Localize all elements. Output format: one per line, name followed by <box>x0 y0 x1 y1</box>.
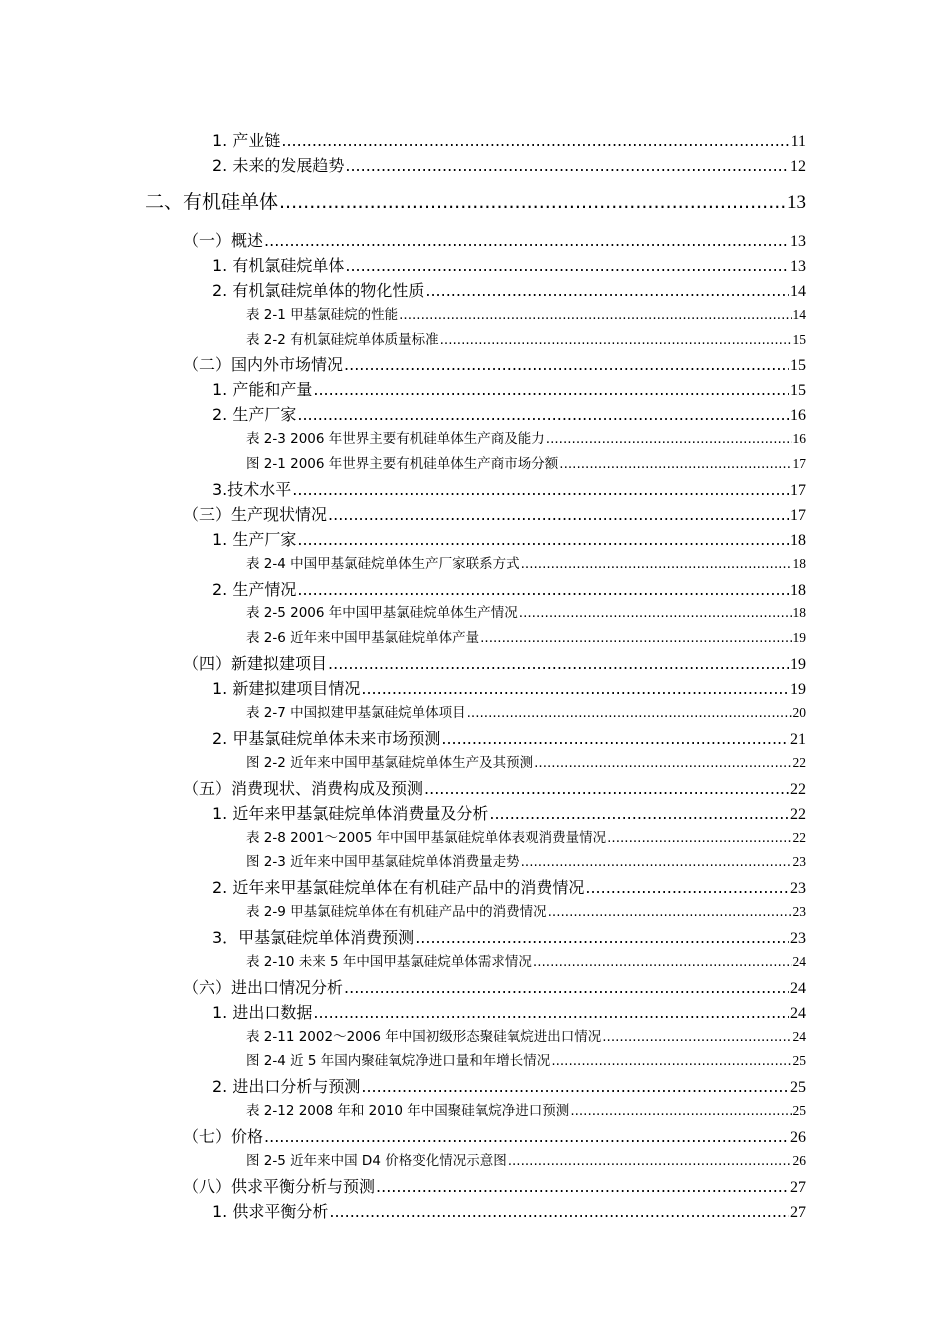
toc-entry-title: 二、有机硅单体 <box>145 191 279 213</box>
toc-entry[interactable] <box>183 1124 806 1146</box>
toc-entry-title: 表 2-8 2001～2005 年中国甲基氯硅烷单体表观消费量情况 <box>246 830 607 846</box>
toc-entry[interactable] <box>212 1074 806 1096</box>
toc-entry-page-number: 15 <box>790 357 806 374</box>
toc-entry-title: 图 2-4 近 5 年国内聚硅氧烷净进口量和年增长情况 <box>246 1053 551 1069</box>
toc-entry-title: 表 2-9 甲基氯硅烷单体在有机硅产品中的消费情况 <box>246 904 547 920</box>
toc-dot-leader <box>519 605 792 621</box>
toc-entry-page-number: 24 <box>790 980 806 997</box>
toc-entry-title: 2. 甲基氯硅烷单体未来市场预测 <box>212 729 441 748</box>
toc-entry-title: 1. 近年来甲基氯硅烷单体消费量及分析 <box>212 804 489 823</box>
toc-entry-page-number: 17 <box>792 456 806 471</box>
toc-entry[interactable] <box>212 153 806 175</box>
toc-entry[interactable] <box>212 875 806 897</box>
toc-entry[interactable] <box>212 1000 806 1022</box>
toc-dot-leader <box>376 1177 789 1196</box>
toc-entry-page-number: 17 <box>790 507 806 524</box>
toc-entry[interactable] <box>246 701 806 721</box>
toc-entry-page-number: 26 <box>790 1129 806 1146</box>
toc-dot-leader <box>328 505 789 524</box>
toc-entry-page-number: 18 <box>792 605 806 620</box>
toc-entry[interactable] <box>212 1199 806 1221</box>
toc-entry-title: 1. 供求平衡分析 <box>212 1202 329 1221</box>
toc-entry-page-number: 16 <box>790 407 806 424</box>
toc-dot-leader <box>548 904 792 920</box>
toc-entry-title: 3.技术水平 <box>212 480 292 499</box>
toc-entry-page-number: 19 <box>792 630 806 645</box>
toc-entry[interactable] <box>212 253 806 275</box>
toc-entry-title: （二）国内外市场情况 <box>183 355 344 374</box>
toc-dot-leader <box>480 630 791 646</box>
toc-dot-leader <box>551 1053 791 1069</box>
toc-entry-page-number: 14 <box>790 283 806 300</box>
toc-entry[interactable] <box>183 776 806 798</box>
toc-entry-title: 3．甲基氯硅烷单体消费预测 <box>212 928 415 947</box>
toc-dot-leader <box>508 1153 792 1169</box>
toc-dot-leader <box>361 1077 789 1096</box>
toc-dot-leader <box>328 654 789 673</box>
toc-dot-leader <box>424 779 789 798</box>
toc-entry[interactable] <box>145 187 806 213</box>
toc-dot-leader <box>415 928 789 947</box>
toc-entry-page-number: 26 <box>792 1153 806 1168</box>
toc-dot-leader <box>440 332 792 348</box>
toc-entry[interactable] <box>183 352 806 374</box>
toc-entry-title: 2. 有机氯硅烷单体的物化性质 <box>212 281 425 300</box>
toc-entry-page-number: 25 <box>790 1079 806 1096</box>
toc-entry-page-number: 18 <box>790 582 806 599</box>
toc-entry[interactable] <box>246 601 806 621</box>
toc-entry-page-number: 14 <box>792 307 806 322</box>
toc-entry-title: 图 2-3 近年来中国甲基氯硅烷单体消费量走势 <box>246 854 520 870</box>
toc-entry-page-number: 25 <box>792 1053 806 1068</box>
toc-dot-leader <box>279 191 786 213</box>
toc-entry[interactable] <box>183 651 806 673</box>
toc-entry-title: 1. 新建拟建项目情况 <box>212 679 361 698</box>
toc-dot-leader <box>607 830 791 846</box>
toc-entry[interactable] <box>246 950 806 970</box>
toc-entry-page-number: 11 <box>790 133 806 150</box>
toc-entry[interactable] <box>183 975 806 997</box>
toc-entry-title: 图 2-5 近年来中国 D4 价格变化情况示意图 <box>246 1153 507 1169</box>
toc-entry[interactable] <box>212 801 806 823</box>
toc-entry-title: 表 2-5 2006 年中国甲基氯硅烷单体生产情况 <box>246 605 518 621</box>
toc-entry[interactable] <box>212 577 806 599</box>
toc-dot-leader <box>489 804 789 823</box>
toc-entry[interactable] <box>246 328 806 348</box>
toc-entry-title: 2. 生产情况 <box>212 580 297 599</box>
toc-entry[interactable] <box>212 527 806 549</box>
toc-entry-title: 1. 进出口数据 <box>212 1003 313 1022</box>
toc-entry[interactable] <box>183 502 806 524</box>
toc-entry-title: 表 2-1 甲基氯硅烷的性能 <box>246 307 399 323</box>
toc-entry-title: （七）价格 <box>183 1127 264 1146</box>
toc-entry-title: 1. 生产厂家 <box>212 530 297 549</box>
toc-dot-leader <box>345 256 789 275</box>
toc-dot-leader <box>467 705 792 721</box>
toc-entry[interactable] <box>246 1049 806 1069</box>
toc-entry-title: 表 2-11 2002～2006 年中国初级形态聚硅氧烷进出口情况 <box>246 1029 602 1045</box>
toc-dot-leader <box>546 431 792 447</box>
toc-entry[interactable] <box>212 278 806 300</box>
toc-entry-page-number: 18 <box>792 556 806 571</box>
toc-entry[interactable] <box>246 900 806 920</box>
toc-entry-page-number: 27 <box>790 1204 806 1221</box>
toc-entry-page-number: 24 <box>792 954 806 969</box>
toc-entry[interactable] <box>246 303 806 323</box>
toc-entry-title: （八）供求平衡分析与预测 <box>183 1177 376 1196</box>
toc-entry-title: （三）生产现状情况 <box>183 505 328 524</box>
toc-dot-leader <box>344 355 789 374</box>
toc-entry-title: （五）消费现状、消费构成及预测 <box>183 779 424 798</box>
toc-entry-page-number: 22 <box>790 806 806 823</box>
toc-dot-leader <box>313 1003 789 1022</box>
toc-entry-page-number: 19 <box>790 681 806 698</box>
toc-entry-page-number: 23 <box>790 930 806 947</box>
toc-dot-leader <box>313 380 789 399</box>
toc-dot-leader <box>585 878 789 897</box>
toc-entry[interactable] <box>246 452 806 472</box>
toc-entry-page-number: 23 <box>792 854 806 869</box>
toc-dot-leader <box>570 1103 791 1119</box>
toc-entry-title: 图 2-2 近年来中国甲基氯硅烷单体生产及其预测 <box>246 755 534 771</box>
toc-dot-leader <box>441 729 789 748</box>
toc-dot-leader <box>329 1202 789 1221</box>
toc-entry-page-number: 19 <box>790 656 806 673</box>
toc-dot-leader <box>297 580 789 599</box>
toc-dot-leader <box>534 755 791 771</box>
toc-entry-title: 1. 有机氯硅烷单体 <box>212 256 345 275</box>
toc-entry[interactable] <box>246 1099 806 1119</box>
toc-dot-leader <box>297 530 789 549</box>
toc-dot-leader <box>399 307 791 323</box>
toc-entry-title: 2. 进出口分析与预测 <box>212 1077 361 1096</box>
toc-dot-leader <box>264 1127 789 1146</box>
toc-dot-leader <box>559 456 791 472</box>
toc-entry-page-number: 21 <box>790 731 806 748</box>
toc-entry[interactable] <box>246 826 806 846</box>
toc-entry-page-number: 22 <box>792 755 806 770</box>
toc-entry-page-number: 23 <box>792 904 806 919</box>
toc-entry[interactable] <box>246 427 806 447</box>
toc-entry-title: 表 2-2 有机氯硅烷单体质量标准 <box>246 332 439 348</box>
toc-entry-page-number: 13 <box>787 192 806 213</box>
toc-dot-leader <box>297 405 789 424</box>
toc-dot-leader <box>264 231 789 250</box>
toc-entry[interactable] <box>246 1025 806 1045</box>
toc-entry-page-number: 17 <box>790 482 806 499</box>
toc-entry-title: （一）概述 <box>183 231 264 250</box>
toc-entry-page-number: 22 <box>790 781 806 798</box>
toc-entry[interactable] <box>212 477 806 499</box>
toc-entry[interactable] <box>212 128 806 150</box>
toc-entry[interactable] <box>246 626 806 646</box>
toc-dot-leader <box>533 954 792 970</box>
toc-entry-title: （六）进出口情况分析 <box>183 978 344 997</box>
toc-entry[interactable] <box>212 726 806 748</box>
toc-entry[interactable] <box>183 1174 806 1196</box>
toc-entry-page-number: 24 <box>792 1029 806 1044</box>
toc-entry[interactable] <box>212 925 806 947</box>
toc-entry-page-number: 24 <box>790 1005 806 1022</box>
toc-dot-leader <box>361 679 789 698</box>
toc-entry[interactable] <box>246 751 806 771</box>
toc-entry-page-number: 23 <box>790 880 806 897</box>
toc-dot-leader <box>344 978 789 997</box>
toc-entry[interactable] <box>183 228 806 250</box>
toc-entry-title: 1. 产业链 <box>212 131 281 150</box>
toc-dot-leader <box>345 156 789 175</box>
toc-entry-page-number: 27 <box>790 1179 806 1196</box>
toc-entry[interactable] <box>246 1149 806 1169</box>
toc-entry-page-number: 13 <box>790 258 806 275</box>
toc-entry-page-number: 18 <box>790 532 806 549</box>
toc-dot-leader <box>425 281 789 300</box>
toc-entry-page-number: 13 <box>790 233 806 250</box>
toc-entry-title: （四）新建拟建项目 <box>183 654 328 673</box>
toc-entry-title: 表 2-7 中国拟建甲基氯硅烷单体项目 <box>246 705 466 721</box>
toc-entry-title: 2. 生产厂家 <box>212 405 297 424</box>
toc-entry[interactable] <box>212 377 806 399</box>
toc-entry-page-number: 22 <box>792 830 806 845</box>
toc-dot-leader <box>602 1029 791 1045</box>
toc-entry-page-number: 20 <box>792 705 806 720</box>
toc-dot-leader <box>521 854 792 870</box>
toc-entry-page-number: 25 <box>792 1103 806 1118</box>
toc-entry-page-number: 12 <box>790 158 806 175</box>
toc-entry[interactable] <box>212 676 806 698</box>
toc-entry-page-number: 15 <box>792 332 806 347</box>
toc-entry-title: 表 2-12 2008 年和 2010 年中国聚硅氧烷净进口预测 <box>246 1103 570 1119</box>
toc-entry[interactable] <box>246 552 806 572</box>
toc-entry-title: 2. 近年来甲基氯硅烷单体在有机硅产品中的消费情况 <box>212 878 585 897</box>
toc-entry-page-number: 16 <box>792 431 806 446</box>
toc-entry-page-number: 15 <box>790 382 806 399</box>
toc-dot-leader <box>521 556 792 572</box>
toc-entry-title: 表 2-10 未来 5 年中国甲基氯硅烷单体需求情况 <box>246 954 532 970</box>
toc-entry-title: 表 2-6 近年来中国甲基氯硅烷单体产量 <box>246 630 480 646</box>
toc-entry[interactable] <box>212 402 806 424</box>
toc-entry-title: 表 2-4 中国甲基氯硅烷单体生产厂家联系方式 <box>246 556 520 572</box>
toc-entry-title: 图 2-1 2006 年世界主要有机硅单体生产商市场分额 <box>246 456 559 472</box>
toc-entry-title: 2. 未来的发展趋势 <box>212 156 345 175</box>
toc-dot-leader <box>281 131 789 150</box>
toc-dot-leader <box>292 480 789 499</box>
toc-entry[interactable] <box>246 850 806 870</box>
toc-entry-title: 1. 产能和产量 <box>212 380 313 399</box>
toc-entry-title: 表 2-3 2006 年世界主要有机硅单体生产商及能力 <box>246 431 545 447</box>
